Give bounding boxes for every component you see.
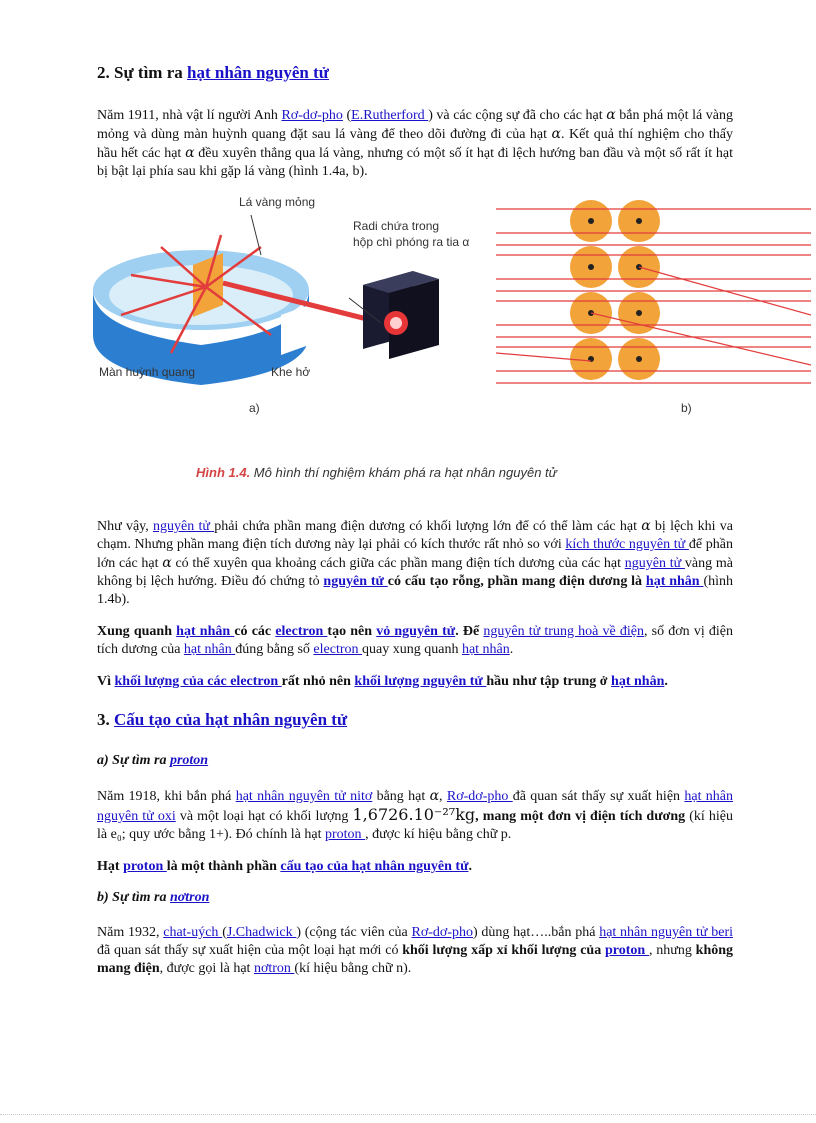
link-electron[interactable]: electron — [275, 624, 328, 639]
link-proton-heading[interactable]: proton — [169, 753, 209, 768]
label-b: b) — [681, 401, 692, 415]
link-hat-nhan-3[interactable]: hạt nhân — [183, 642, 236, 657]
link-nito[interactable]: nitơ — [350, 789, 373, 804]
link-khoi-luong-electron[interactable]: khối lượng của các electron — [114, 674, 282, 689]
section-3-heading: 3. Cấu tạo của hạt nhân nguyên tử — [97, 710, 348, 729]
subheading-proton: a) Sự tìm ra proton — [97, 753, 209, 768]
proton-mass: 1,6726.10⁻²⁷kg — [352, 805, 476, 824]
label-a: a) — [249, 401, 260, 415]
link-trung-hoa-dien[interactable]: nguyên tử trung hoà về điện — [483, 624, 644, 639]
paragraph-conclusion: Như vậy, nguyên tử phải chứa phần mang điện dương có khối lượng lớn để có thể làm các hạt α bị lệch khi va chạm. Nhưng phần mang điện tích dương này lại phải có kích thước rất nhỏ so với kích thước nguyên tử để phần lớn các hạt α có thể xuyên qua khoảng cách giữa các phần mang điện tích dương của các hạt nguyên tử vàng mà không bị lệch hướng. Điều đó chứng tỏ nguyên tử có cấu tạo rỗng, phần mang điện dương là hạt nhân (hình 1.4b). — [97, 518, 733, 607]
paragraph-neutron: Năm 1932, chat-uých (J.Chadwick ) (cộng tác viên của Rơ-dơ-pho) dùng hạt…..bắn phá hạt nhân nguyên tử beri đã quan sát thấy sự xuất hiện của một loại hạt mới có khối lượng xấp xỉ khối lượng của proton , nhưng không mang điện, được gọi là hạt nơtron (kí hiệu bằng chữ n). — [97, 925, 734, 976]
link-hat-nhan-5[interactable]: hạt nhân — [611, 674, 665, 689]
link-kich-thuoc-nguyen-tu[interactable]: kích thước nguyên tử — [565, 537, 689, 552]
paragraph-proton-component: Hạt proton là một thành phần cấu tạo của hạt nhân nguyên tử. — [97, 859, 472, 874]
label-source-1: Radi chứa trong — [353, 219, 440, 233]
gold-atoms-grid — [570, 200, 660, 380]
figure-caption: Hình 1.4. Mô hình thí nghiệm khám phá ra hạt nhân nguyên tử — [196, 465, 557, 480]
link-chadwick[interactable]: J.Chadwick — [226, 925, 297, 940]
paragraph-rutherford: Năm 1911, nhà vật lí người Anh Rơ-dơ-pho (E.Rutherford ) và các cộng sự đã cho các hạt α bắn phá một lá vàng mỏng và dùng màn huỳnh quang đặt sau lá vàng để theo dõi đường đi của hạt α. Kết quả thí nghiệm cho thấy hầu hết các hạt α đều xuyên thẳng qua lá vàng, nhưng có một số ít hạt đi lệch hướng ban đầu và một số rất ít hạt bị bật lại phía sau khi gặp lá vàng (hình 1.4a, b). — [97, 107, 734, 179]
link-nguyen-tu-2[interactable]: nguyên tử — [624, 556, 685, 571]
link-nguyen-tu-3[interactable]: nguyên tử — [323, 574, 388, 589]
label-foil: Lá vàng mỏng — [239, 195, 316, 209]
link-rodopho[interactable]: Rơ-dơ-pho — [281, 108, 343, 123]
link-vo-nguyen-tu[interactable]: vỏ nguyên tử — [376, 624, 456, 639]
subheading-neutron: b) Sự tìm ra nơtron — [97, 890, 210, 905]
link-khoi-luong-nguyen-tu[interactable]: khối lượng nguyên tử — [354, 674, 487, 689]
link-hat-nhan-2[interactable]: hạt nhân — [176, 624, 235, 639]
page-bottom-rule — [0, 1114, 816, 1115]
link-hat-nhan-nguyen-tu-3[interactable]: hạt nhân nguyên tử — [97, 789, 734, 824]
link-rodopho-2[interactable]: Rơ-dơ-pho — [446, 789, 513, 804]
link-proton-2[interactable]: proton — [123, 859, 167, 874]
link-hat-nhan-nguyen-tu-4[interactable]: hạt nhân nguyên tử — [599, 925, 712, 940]
link-chat-uych[interactable]: chat-uých — [163, 925, 223, 940]
link-cau-tao-hat-nhan[interactable]: Cấu tạo của hạt nhân nguyên tử — [114, 710, 348, 729]
link-rodopho-3[interactable]: Rơ-dơ-pho — [411, 925, 473, 940]
link-proton-3[interactable]: proton — [605, 943, 649, 958]
figure-1-4 — [91, 195, 811, 495]
label-screen: Màn huỳnh quang — [99, 365, 196, 379]
link-beri[interactable]: beri — [711, 925, 733, 940]
paragraph-mass: Vì khối lượng của các electron rất nhỏ nên khối lượng nguyên tử hầu như tập trung ở hạt nhân. — [97, 674, 668, 689]
paragraph-electron-shell: Xung quanh hạt nhân có các electron tạo nên vỏ nguyên tử. Để nguyên tử trung hoà về điện, số đơn vị điện tích dương của hạt nhân đúng bằng số electron quay xung quanh hạt nhân. — [97, 624, 734, 657]
link-rutherford[interactable]: E.Rutherford — [351, 108, 429, 123]
link-hat-nhan-4[interactable]: hạt nhân — [461, 642, 510, 657]
link-oxi[interactable]: oxi — [157, 809, 176, 824]
link-cau-tao-hat-nhan-2[interactable]: cấu tạo của hạt nhân nguyên tử — [280, 859, 469, 874]
link-hat-nhan-nguyen-tu[interactable]: hạt nhân nguyên tử — [187, 63, 330, 82]
link-hat-nhan-nguyen-tu-2[interactable]: hạt nhân nguyên tử — [235, 789, 351, 804]
link-notron[interactable]: nơtron — [253, 961, 295, 976]
link-nguyen-tu[interactable]: nguyên tử — [153, 519, 215, 534]
section-2-heading: 2. Sự tìm ra hạt nhân nguyên tử — [97, 63, 330, 82]
link-proton[interactable]: proton — [325, 827, 366, 842]
label-slit: Khe hở — [271, 365, 311, 379]
paragraph-proton: Năm 1918, khi bắn phá hạt nhân nguyên tử nitơ bằng hạt α, Rơ-dơ-pho đã quan sát thấy sự xuất hiện hạt nhân nguyên tử oxi và một loại hạt có khối lượng 1,6726.10⁻²⁷kg, mang một đơn vị điện tích dương (kí hiệu là e₀; quy ước bằng 1+). Đó chính là hạt proton , được kí hiệu bằng chữ p. — [97, 788, 734, 842]
label-source-2: hộp chì phóng ra tia α — [353, 235, 470, 249]
link-notron-heading[interactable]: nơtron — [169, 890, 210, 905]
link-hat-nhan[interactable]: hạt nhân — [645, 574, 704, 589]
document-page — [97, 62, 733, 992]
link-electron-2[interactable]: electron — [313, 642, 363, 657]
